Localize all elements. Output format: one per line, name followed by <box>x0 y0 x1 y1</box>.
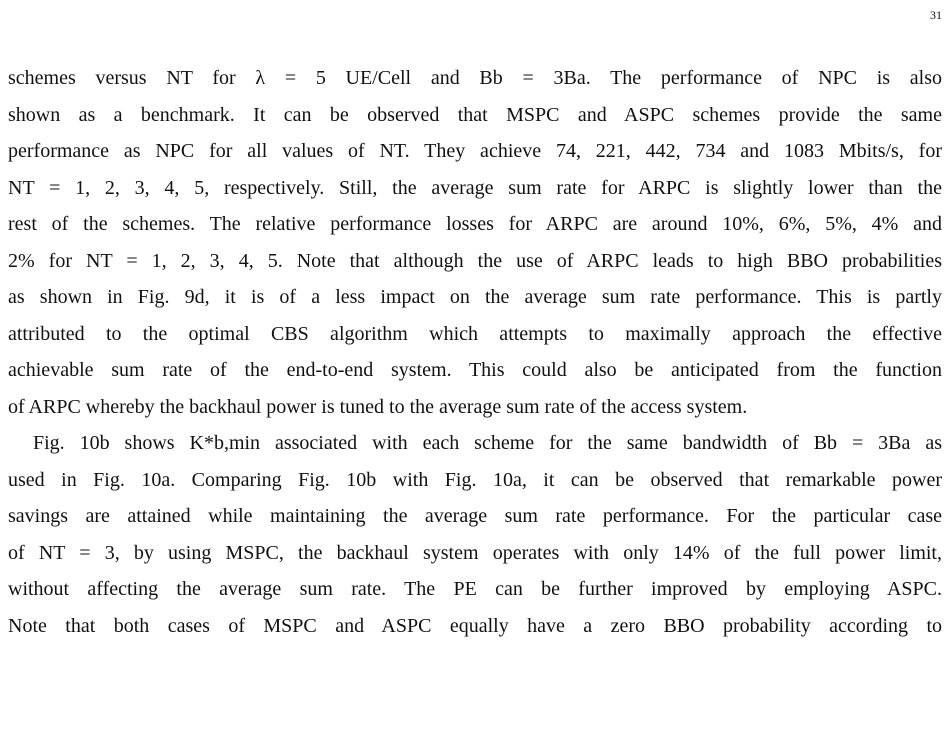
paragraph-1 <box>8 60 942 425</box>
text-line: savings are attained while maintaining the average sum rate performance. For the particular case <box>8 505 942 527</box>
text-line: schemes versus NT for λ = 5 UE/Cell and Bb = 3Ba. The performance of NPC is also <box>8 67 942 89</box>
text-line: 2% for NT = 1, 2, 3, 4, 5. Note that although the use of ARPC leads to high BBO probabilities <box>8 249 942 272</box>
text-line: rest of the schemes. The relative performance losses for ARPC are around 10%, 6%, 5%, 4% and <box>8 213 942 235</box>
text-line: of ARPC whereby the backhaul power is tuned to the average sum rate of the access system. <box>8 395 748 418</box>
text-line: Note that both cases of MSPC and ASPC equally have a zero BBO probability according to <box>8 614 942 637</box>
text-line: without affecting the average sum rate. The PE can be further improved by employing ASPC. <box>8 578 942 600</box>
text-line: shown as a benchmark. It can be observed that MSPC and ASPC schemes provide the same <box>8 103 942 126</box>
text-line: used in Fig. 10a. Comparing Fig. 10b with Fig. 10a, it can be observed that remarkable power <box>8 468 942 491</box>
text-line: as shown in Fig. 9d, it is of a less impact on the average sum rate performance. This is partly <box>8 286 942 308</box>
body-text <box>8 60 942 644</box>
text-line: performance as NPC for all values of NT. They achieve 74, 221, 442, 734 and 1083 Mbits/s, for <box>8 140 942 162</box>
text-line: Fig. 10b shows K*b,min associated with each scheme for the same bandwidth of Bb = 3Ba as <box>33 432 942 454</box>
text-line: of NT = 3, by using MSPC, the backhaul system operates with only 14% of the full power limit, <box>8 541 942 564</box>
paragraph-2 <box>8 425 942 644</box>
text-line: NT = 1, 2, 3, 4, 5, respectively. Still, the average sum rate for ARPC is slightly lower than the <box>8 176 942 199</box>
text-line: attributed to the optimal CBS algorithm which attempts to maximally approach the effective <box>8 322 942 345</box>
text-line: achievable sum rate of the end-to-end system. This could also be anticipated from the function <box>8 359 942 381</box>
page-number: 31 <box>930 8 942 22</box>
